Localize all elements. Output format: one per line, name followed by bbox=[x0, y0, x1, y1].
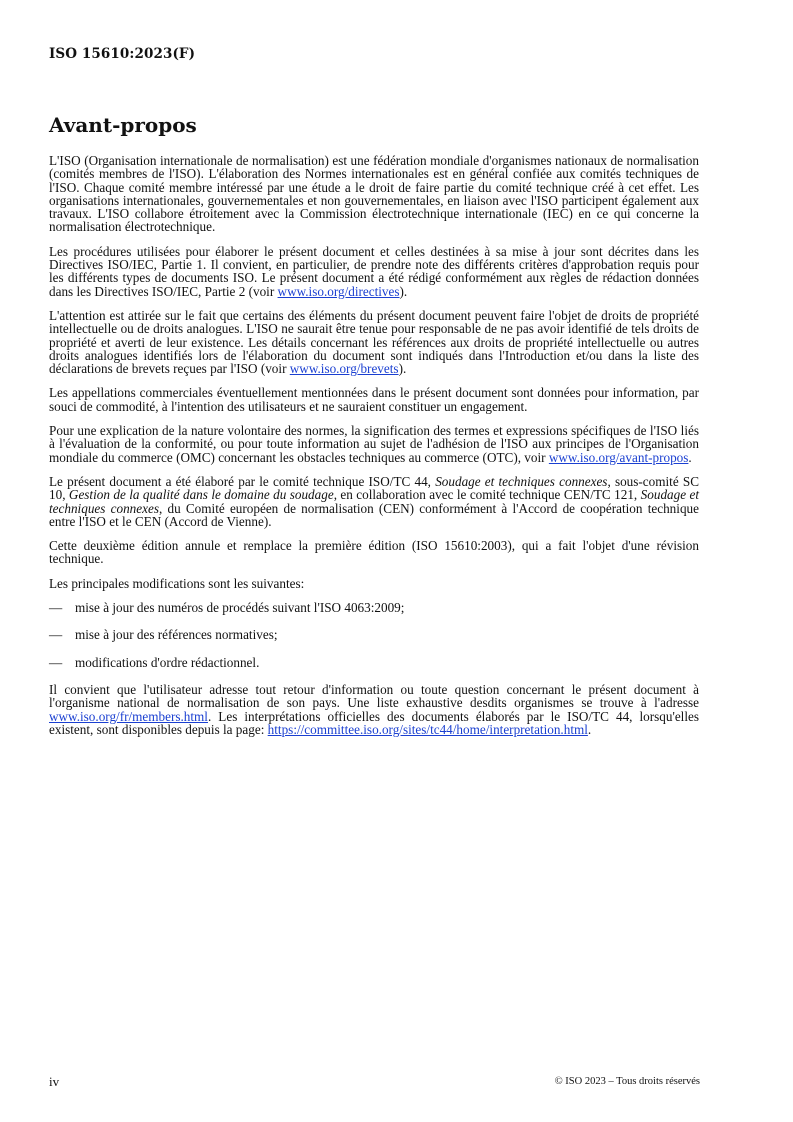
paragraph-text: , sous-comité SC 10, bbox=[49, 473, 700, 503]
paragraph-changes-intro: Les principales modifications sont les suivantes: bbox=[49, 575, 305, 591]
paragraph-iso-intro: L'ISO (Organisation internationale de normalisation) est une fédération mondiale d'organismes nationaux de normalisation (comités membres de l'ISO). L'élaboration des Normes internationales est en général confiée aux comités techniques de l'ISO. Chaque comité membre intéressé par une étude a le droit de faire partie du comité technique créé à cet effet. Les organisations internationales, gouvernementales et non gouvernementales, en liaison avec l'ISO participent également aux travaux. L'ISO collabore étroitement avec la Commission électrotechnique internationale (IEC) en ce qui concerne la normalisation électrotechnique. bbox=[49, 153, 699, 235]
document-id-header: ISO 15610:2023(F) bbox=[49, 46, 196, 62]
members-link[interactable]: www.iso.org/fr/members.html bbox=[49, 708, 208, 724]
paragraph-procedures bbox=[49, 245, 699, 298]
subcommittee-name: Gestion de la qualité dans le domaine du soudage bbox=[68, 487, 334, 503]
paragraph-text: . bbox=[587, 721, 592, 737]
paragraph-text: . bbox=[688, 449, 692, 465]
page-title: Avant-propos bbox=[49, 113, 197, 137]
list-item-text: modifications d'ordre rédactionnel. bbox=[75, 654, 260, 670]
list-item-text: mise à jour des références normatives; bbox=[75, 627, 278, 643]
list-item bbox=[49, 628, 699, 641]
brevets-link[interactable]: www.iso.org/brevets bbox=[289, 361, 399, 377]
paragraph-text: , en collaboration avec le comité technique CEN/TC 121, bbox=[333, 487, 641, 503]
paragraph-text: ). bbox=[398, 361, 407, 377]
paragraph-text: Pour une explication de la nature volontaire des normes, la signification des termes et expressions spécifiques de l'ISO liés à l'évaluation de la conformité, ou pour toute information au sujet de l'adhésion de l'ISO aux principes de l'Organisation mondiale du commerce (OMC) concernant les obstacles techniques au commerce (OTC), voir bbox=[49, 423, 699, 465]
document-body bbox=[49, 154, 699, 747]
paragraph-trade-names: Les appellations commerciales éventuellement mentionnées dans le présent document sont données pour information, par souci de commodité, à l'intention des utilisateurs et ne sauraient constituer un engagement. bbox=[49, 385, 699, 414]
list-item-text: mise à jour des numéros de procédés suivant l'ISO 4063:2009; bbox=[75, 600, 405, 616]
page-number: iv bbox=[49, 1074, 60, 1089]
paragraph-feedback bbox=[49, 683, 699, 736]
avant-propos-link[interactable]: www.iso.org/avant-propos bbox=[548, 449, 689, 465]
paragraph-text: , du Comité européen de normalisation (CEN) conformément à l'Accord de coopération technique entre l'ISO et le CEN (Accord de Vienne). bbox=[49, 500, 699, 529]
paragraph-patents bbox=[49, 309, 699, 375]
list-item bbox=[49, 656, 699, 669]
paragraph-voluntary-nature bbox=[49, 424, 699, 464]
committee-name: Soudage et techniques connexes bbox=[435, 473, 608, 489]
list-dash: — bbox=[49, 627, 63, 643]
paragraph-text: . Les interprétations officielles des documents élaborés par le ISO/TC 44, lorsqu'elles existent, sont disponibles depuis la page: bbox=[49, 708, 699, 737]
paragraph-edition: Cette deuxième édition annule et remplace la première édition (ISO 15610:2003), qui a fait l'objet d'une révision technique. bbox=[49, 538, 699, 567]
cen-committee-name: Soudage et techniques connexes bbox=[49, 487, 700, 516]
paragraph-committee bbox=[49, 475, 699, 528]
list-dash: — bbox=[49, 654, 63, 670]
paragraph-text: L'attention est attirée sur le fait que certains des éléments du présent document peuvent faire l'objet de droits de propriété intellectuelle ou de droits analogues. L'ISO ne saurait être tenue pour responsable de ne pas avoir identifié de tels droits de propriété et averti de leur existence. Les détails concernant les références aux droits de propriété intellectuelle ou autres droits analogues identifiés lors de l'élaboration du document sont indiqués dans l'Introduction et/ou dans la liste des déclarations de brevets reçues par l'ISO (voir bbox=[49, 307, 699, 377]
paragraph-text: Il convient que l'utilisateur adresse tout retour d'information ou toute question concernant le présent document à l'organisme national de normalisation de son pays. Une liste exhaustive desdits organismes se trouve à l'adresse bbox=[49, 681, 699, 711]
list-item bbox=[49, 601, 699, 614]
interpretation-link[interactable]: https://committee.iso.org/sites/tc44/home/interpretation.html bbox=[267, 721, 588, 737]
paragraph-text: Le présent document a été élaboré par le comité technique ISO/TC 44, bbox=[49, 473, 436, 489]
paragraph-text: Les procédures utilisées pour élaborer le présent document et celles destinées à sa mise à jour sont décrites dans les Directives ISO/IEC, Partie 1. Il convient, en particulier, de prendre note des différents critères d'approbation requis pour les différents types de documents ISO. Le présent document a été rédigé conformément aux règles de rédaction données dans les Directives ISO/IEC, Partie 2 (voir bbox=[49, 243, 699, 299]
directives-link[interactable]: www.iso.org/directives bbox=[277, 283, 400, 299]
paragraph-text: ). bbox=[399, 283, 408, 299]
copyright-notice: © ISO 2023 – Tous droits réservés bbox=[554, 1076, 700, 1087]
list-dash: — bbox=[49, 600, 63, 616]
